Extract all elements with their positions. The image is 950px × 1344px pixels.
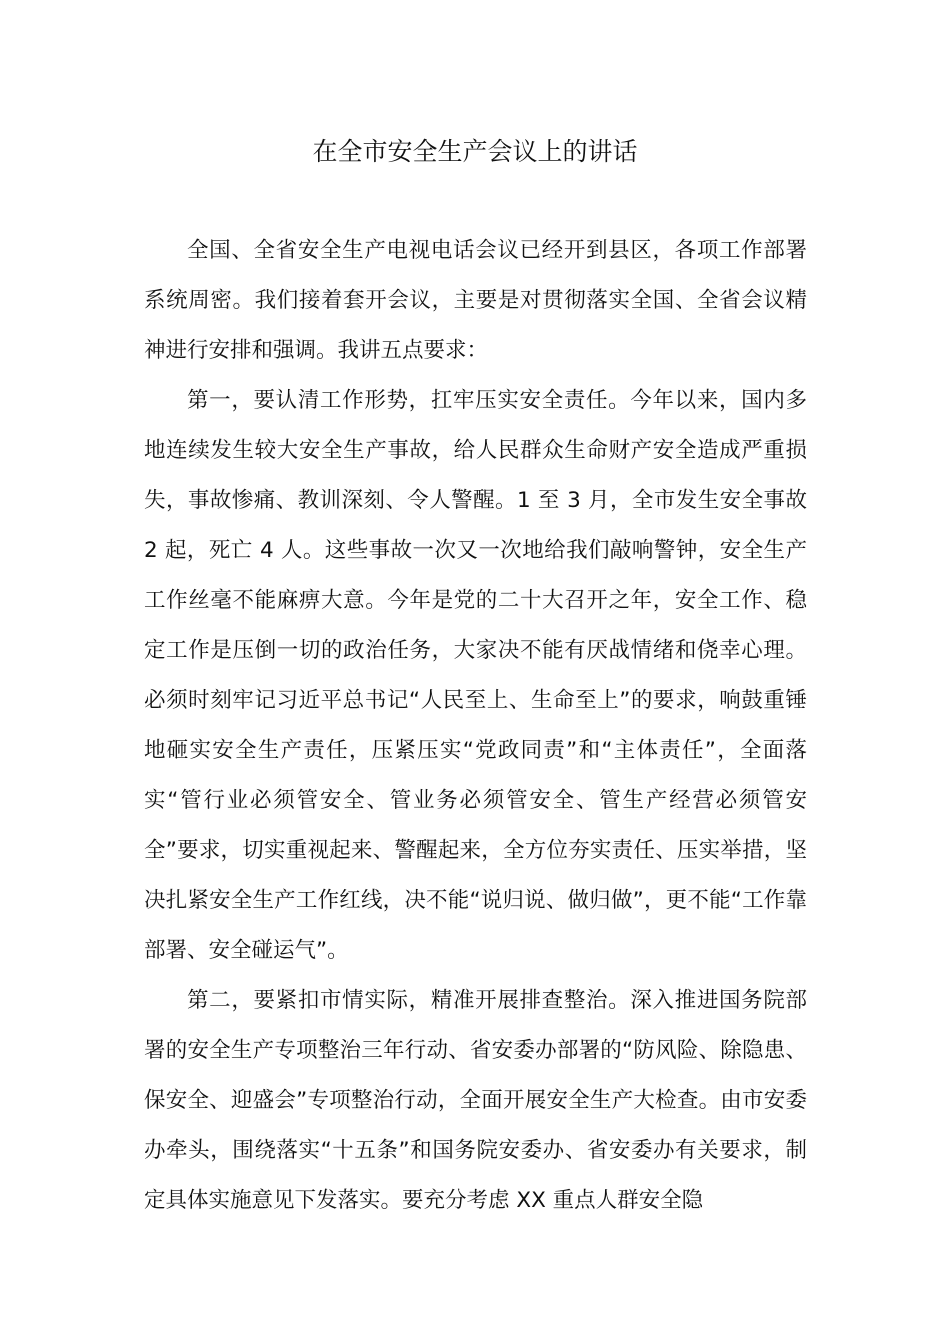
paragraph-second-requirement: 第二，要紧扣市情实际，精准开展排查整治。深入推进国务院部署的安全生产专项整治三年行动、省安委办部署的“防风险、除隐患、保安全、迎盛会”专项整治行动，全面开展安全生产大检查。由市安委办牵头，围绕落实“十五条”和国务院安委办、省安委办有关要求，制定具体实施意见下发落实。要充分考虑 XX 重点人群安全隐: [144, 988, 807, 1213]
paragraph-intro: 全国、全省安全生产电视电话会议已经开到县区，各项工作部署系统周密。我们接着套开会议，主要是对贯彻落实全国、全省会议精神进行安排和强调。我讲五点要求：: [144, 238, 807, 363]
paragraph-first-requirement: 第一，要认清工作形势，扛牢压实安全责任。今年以来，国内多地连续发生较大安全生产事故，给人民群众生命财产安全造成严重损失，事故惨痛、教训深刻、令人警醒。1 至 3 月，全市发生安全事故 2 起，死亡 4 人。这些事故一次又一次地给我们敲响警钟，安全生产工作丝毫不能麻痹大意。今年是党的二十大召开之年，安全工作、稳定工作是压倒一切的政治任务，大家决不能有厌战情绪和侥幸心理。必须时刻牢记习近平总书记“人民至上、生命至上”的要求，响鼓重锤地砸实安全生产责任，压紧压实“党政同责”和“主体责任”，全面落实“管行业必须管安全、管业务必须管安全、管生产经营必须管安全”要求，切实重视起来、警醒起来，全方位夯实责任、压实举措，坚决扎紧安全生产工作红线，决不能“说归说、做归做”，更不能“工作靠部署、安全碰运气”。: [144, 388, 807, 963]
document-body: [144, 226, 807, 1226]
document-title: 在全市安全生产会议上的讲话: [312, 137, 638, 166]
